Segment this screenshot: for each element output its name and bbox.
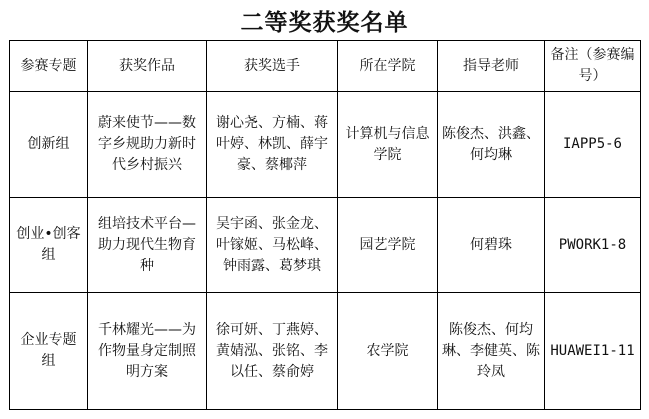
cell-players: 谢心尧、方楠、蒋叶婷、林凯、薛宇豪、蔡椰萍 bbox=[207, 92, 338, 198]
table-row bbox=[10, 198, 641, 293]
cell-advisor: 陈俊杰、洪鑫、何均琳 bbox=[438, 92, 545, 198]
cell-advisor: 何碧珠 bbox=[438, 198, 545, 293]
cell-topic: 创业•创客组 bbox=[10, 198, 88, 293]
cell-college: 农学院 bbox=[338, 293, 438, 410]
cell-college: 园艺学院 bbox=[338, 198, 438, 293]
award-table bbox=[9, 40, 641, 410]
table-header-row bbox=[10, 41, 641, 92]
cell-college: 计算机与信息学院 bbox=[338, 92, 438, 198]
cell-work: 千林耀光——为作物量身定制照明方案 bbox=[88, 293, 207, 410]
cell-topic: 企业专题组 bbox=[10, 293, 88, 410]
header-college: 所在学院 bbox=[338, 41, 438, 92]
header-note: 备注（参赛编号） bbox=[545, 41, 641, 92]
header-advisor: 指导老师 bbox=[438, 41, 545, 92]
cell-players: 吴宇函、张金龙、叶镓姬、马松峰、钟雨露、葛梦琪 bbox=[207, 198, 338, 293]
cell-topic: 创新组 bbox=[10, 92, 88, 198]
page-title: 二等奖获奖名单 bbox=[240, 10, 409, 36]
table-row bbox=[10, 293, 641, 410]
header-work: 获奖作品 bbox=[88, 41, 207, 92]
cell-note: IAPP5-6 bbox=[545, 92, 641, 198]
header-players: 获奖选手 bbox=[207, 41, 338, 92]
header-topic: 参赛专题 bbox=[10, 41, 88, 92]
cell-players: 徐可妍、丁燕婷、黄婧泓、张铭、李以任、蔡俞婷 bbox=[207, 293, 338, 410]
table-row bbox=[10, 92, 641, 198]
cell-note: HUAWEI1-11 bbox=[545, 293, 641, 410]
cell-work: 组培技术平台—助力现代生物育种 bbox=[88, 198, 207, 293]
cell-note: PWORK1-8 bbox=[545, 198, 641, 293]
cell-advisor: 陈俊杰、何均琳、李健英、陈玲凤 bbox=[438, 293, 545, 410]
cell-work: 蔚来使节——数字乡规助力新时代乡村振兴 bbox=[88, 92, 207, 198]
